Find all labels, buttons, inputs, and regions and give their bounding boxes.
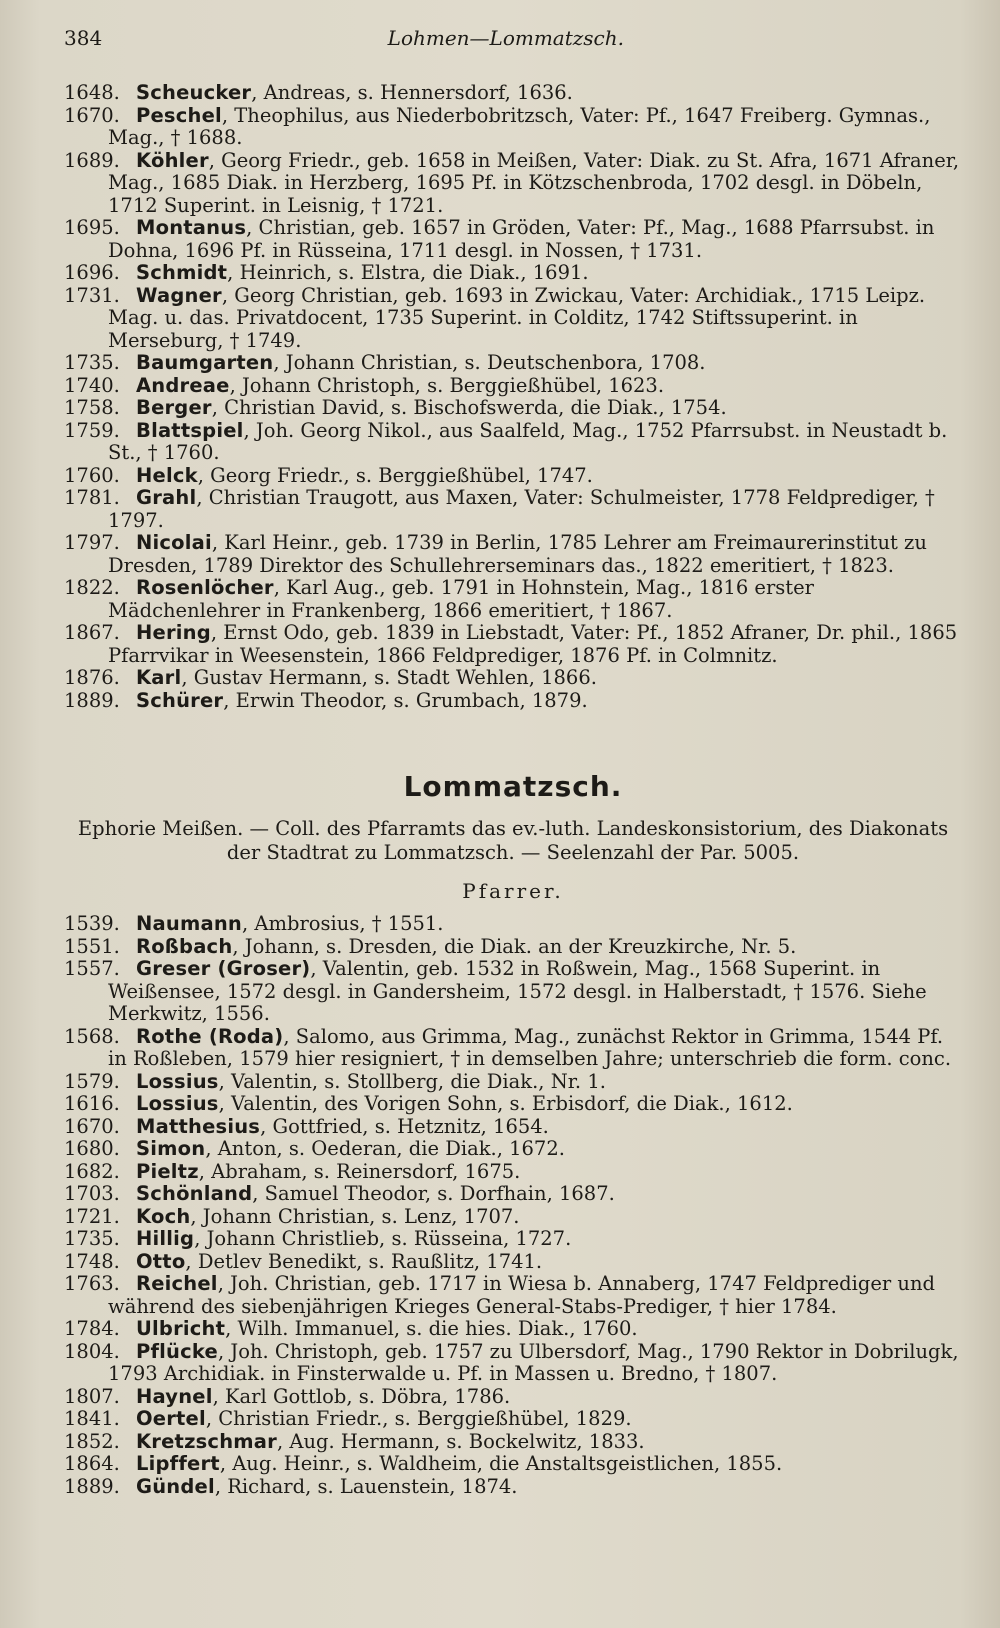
entry [64, 487, 962, 532]
entry-year: 1680. [64, 1137, 120, 1160]
entry [64, 913, 962, 936]
entry-details: , Joh. Georg Nikol., aus Saalfeld, Mag., 1752 Pfarrsubst. in Neustadt b. St., † 1760. [108, 418, 948, 464]
entry-name: Nicolai [136, 531, 212, 554]
entry-year: 1758. [64, 396, 120, 419]
entry-name: Karl [136, 666, 182, 689]
entry-details: , Georg Christian, geb. 1693 in Zwickau, Vater: Archidiak., 1715 Leipz. Mag. u. das. Privatdocent, 1735 Superint. in Colditz, 1742 Stiftssuperint. in Merseburg, † 1749. [108, 283, 926, 352]
entry-details: , Theophilus, aus Niederbobritzsch, Vater: Pf., 1647 Freiberg. Gymnas., Mag., † 1688. [108, 103, 931, 149]
entry-name: Schürer [136, 688, 224, 712]
entry [64, 936, 962, 959]
entry-name: Rosenlöcher [136, 576, 274, 599]
entry-name: Otto [136, 1249, 186, 1273]
entry [64, 375, 962, 398]
entry-name: Schönland [136, 1182, 253, 1205]
entry-name: Andreae [136, 373, 230, 397]
entry-year: 1557. [64, 957, 120, 980]
entry-year: 1735. [64, 351, 120, 374]
entry-details: , Christian David, s. Bischofswerda, die Diak., 1754. [211, 396, 727, 419]
entry-year: 1670. [64, 103, 120, 127]
entry-name: Wagner [136, 283, 222, 307]
entry-name: Hering [136, 621, 211, 644]
entry-year: 1852. [64, 1429, 120, 1453]
section-intro-line2: der Stadtrat zu Lommatzsch. — Seelenzahl der Par. 5005. [226, 841, 800, 864]
entry-year: 1760. [64, 463, 120, 487]
entry-details: , Heinrich, s. Elstra, die Diak., 1691. [227, 261, 589, 284]
entry-details: , Valentin, s. Stollberg, die Diak., Nr. 1. [218, 1069, 606, 1093]
entry-year: 1703. [64, 1182, 120, 1205]
entries-bottom-list [64, 913, 962, 1498]
entry-year: 1731. [64, 283, 120, 307]
entry-year: 1616. [64, 1092, 120, 1115]
entry-year: 1763. [64, 1272, 120, 1295]
section-intro-line1: Ephorie Meißen. — Coll. des Pfarramts das ev.-luth. Landeskonsistorium, des Diakonats [77, 817, 949, 840]
entry-name: Matthesius [136, 1114, 261, 1138]
entry [64, 1206, 962, 1229]
entry-year: 1876. [64, 666, 120, 689]
entry [64, 397, 962, 420]
entry [64, 352, 962, 375]
entry-year: 1568. [64, 1024, 120, 1048]
page-number: 384 [64, 26, 103, 50]
entry-year: 1889. [64, 688, 120, 712]
entry-name: Schmidt [136, 261, 228, 284]
entry-name: Greser (Groser) [136, 957, 311, 980]
entry-year: 1539. [64, 912, 120, 935]
entry [64, 532, 962, 577]
entry-name: Köhler [136, 148, 209, 172]
entry [64, 105, 962, 150]
entry-details: , Aug. Heinr., s. Waldheim, die Anstaltsgeistlichen, 1855. [219, 1452, 783, 1475]
entry-details: , Karl Gottlob, s. Döbra, 1786. [212, 1384, 511, 1408]
entry-year: 1740. [64, 373, 120, 397]
entry [64, 577, 962, 622]
entry [64, 1408, 962, 1431]
entry-details: , Christian Traugott, aus Maxen, Vater: Schulmeister, 1778 Feldprediger, † 1797. [108, 486, 935, 532]
entry-details: , Richard, s. Lauenstein, 1874. [214, 1474, 518, 1498]
entry-name: Simon [136, 1137, 206, 1160]
entry-year: 1695. [64, 216, 120, 239]
entry [64, 262, 962, 285]
entry [64, 667, 962, 690]
running-title: Lohmen—Lommatzsch. [387, 26, 624, 50]
entry [64, 82, 962, 105]
section-subheading: Pfarrer. [462, 879, 564, 903]
entry-details: , Valentin, geb. 1532 in Roßwein, Mag., 1568 Superint. in Weißensee, 1572 desgl. in Gandersheim, 1572 desgl. in Halberstadt, † 1576. Siehe Merkwitz, 1556. [108, 957, 927, 1025]
entry-year: 1864. [64, 1452, 120, 1475]
entry [64, 1138, 962, 1161]
entry-details: , Johann Christlieb, s. Rüsseina, 1727. [194, 1227, 572, 1250]
entry-name: Kretzschmar [136, 1429, 277, 1453]
entry-name: Blattspiel [136, 418, 244, 442]
entry-year: 1759. [64, 418, 120, 442]
entry-year: 1689. [64, 148, 120, 172]
entry [64, 1273, 962, 1318]
section-title: Lommatzsch. [403, 770, 623, 803]
entry-name: Grahl [136, 486, 197, 509]
entry-name: Pieltz [136, 1159, 199, 1183]
entry-details: , Johann, s. Dresden, die Diak. an der Kreuzkirche, Nr. 5. [232, 934, 797, 958]
entry-name: Peschel [136, 103, 222, 127]
entry-year: 1748. [64, 1249, 120, 1273]
entry-details: , Andreas, s. Hennersdorf, 1636. [251, 81, 573, 104]
entry-details: , Erwin Theodor, s. Grumbach, 1879. [223, 688, 588, 712]
entry-name: Reichel [136, 1272, 218, 1295]
entry [64, 1183, 962, 1206]
entry-name: Lipffert [136, 1452, 220, 1475]
entry-year: 1579. [64, 1069, 120, 1093]
entry-year: 1804. [64, 1339, 120, 1363]
entry-details: , Johann Christian, s. Lenz, 1707. [190, 1204, 520, 1228]
entry-year: 1807. [64, 1384, 120, 1408]
entry [64, 1431, 962, 1454]
entry-name: Lossius [136, 1069, 219, 1093]
entry [64, 285, 962, 353]
entry-details: , Gottfried, s. Hetznitz, 1654. [260, 1114, 549, 1138]
entry-year: 1551. [64, 934, 120, 958]
entry-details: , Ernst Odo, geb. 1839 in Liebstadt, Vater: Pf., 1852 Afraner, Dr. phil., 1865 Pfarrvikar in Weesenstein, 1866 Feldprediger, 1876 Pf. in Colmnitz. [108, 621, 958, 667]
entry-details: , Abraham, s. Reinersdorf, 1675. [198, 1159, 521, 1183]
entry-details: , Wilh. Immanuel, s. die hies. Diak., 1760. [225, 1317, 638, 1340]
entry [64, 1251, 962, 1274]
entry-name: Montanus [136, 216, 247, 239]
entry-name: Roßbach [136, 934, 233, 958]
entry-year: 1822. [64, 576, 120, 599]
entry [64, 1386, 962, 1409]
entry-name: Helck [136, 463, 198, 487]
entry-details: , Karl Aug., geb. 1791 in Hohnstein, Mag., 1816 erster Mädchenlehrer in Frankenberg, 1866 emeritiert, † 1867. [108, 576, 814, 622]
entry-year: 1867. [64, 621, 120, 644]
entry-details: , Gustav Hermann, s. Stadt Wehlen, 1866. [181, 666, 597, 689]
entry-details: , Joh. Christian, geb. 1717 in Wiesa b. Annaberg, 1747 Feldprediger und während des siebenjährigen Krieges General-Stabs-Prediger, † hier 1784. [108, 1272, 936, 1318]
entry [64, 217, 962, 262]
entry-details: , Anton, s. Oederan, die Diak., 1672. [205, 1137, 565, 1160]
entry-name: Berger [136, 396, 212, 419]
entry-name: Hillig [136, 1227, 195, 1250]
entry [64, 1026, 962, 1071]
entry-details: , Johann Christoph, s. Berggießhübel, 1623. [229, 373, 665, 397]
entry-name: Rothe (Roda) [136, 1024, 284, 1048]
entry-details: , Aug. Hermann, s. Bockelwitz, 1833. [276, 1429, 645, 1453]
entry-details: , Christian, geb. 1657 in Gröden, Vater: Pf., Mag., 1688 Pfarrsubst. in Dohna, 1696 Pf. in Rüsseina, 1711 desgl. in Nossen, † 1731. [108, 216, 935, 262]
entry [64, 690, 962, 713]
entry-details: , Karl Heinr., geb. 1739 in Berlin, 1785 Lehrer am Freimaurerinstitut zu Dresden, 1789 Direktor des Schullehrerseminars das., 1822 emeritiert, † 1823. [108, 531, 927, 577]
entry-year: 1797. [64, 531, 120, 554]
entry-name: Scheucker [136, 81, 252, 104]
entry-name: Oertel [136, 1407, 206, 1430]
entry [64, 1453, 962, 1476]
page-header [64, 26, 624, 50]
entry-details: , Ambrosius, † 1551. [242, 912, 444, 935]
entry-name: Haynel [136, 1384, 213, 1408]
entry [64, 1161, 962, 1184]
entry-name: Koch [136, 1204, 191, 1228]
entries-top-list [64, 82, 962, 712]
entry-details: , Valentin, des Vorigen Sohn, s. Erbisdorf, die Diak., 1612. [218, 1092, 793, 1115]
entry [64, 420, 962, 465]
entry-year: 1735. [64, 1227, 120, 1250]
entry [64, 150, 962, 218]
entry [64, 465, 962, 488]
entry-name: Baumgarten [136, 351, 274, 374]
entry-details: , Salomo, aus Grimma, Mag., zunächst Rektor in Grimma, 1544 Pf. in Roßleben, 1579 hier resigniert, † in demselben Jahre; unterschrieb die form. conc. [108, 1024, 952, 1070]
entry-year: 1781. [64, 486, 120, 509]
entry-details: , Georg Friedr., s. Berggießhübel, 1747. [197, 463, 593, 487]
entry-details: , Samuel Theodor, s. Dorfhain, 1687. [252, 1182, 615, 1205]
entry-details: , Detlev Benedikt, s. Raußlitz, 1741. [185, 1249, 543, 1273]
entry [64, 1228, 962, 1251]
entry-name: Naumann [136, 912, 243, 935]
entry-year: 1841. [64, 1407, 120, 1430]
entry [64, 1116, 962, 1139]
entry-details: , Georg Friedr., geb. 1658 in Meißen, Vater: Diak. zu St. Afra, 1671 Afraner, Mag., 1685 Diak. in Herzberg, 1695 Pf. in Kötzschenbroda, 1702 desgl. in Döbeln, 1712 Superint. in Leisnig, † 1721. [108, 148, 960, 217]
entry [64, 1476, 962, 1499]
entry [64, 1318, 962, 1341]
entry-details: , Christian Friedr., s. Berggießhübel, 1829. [205, 1407, 632, 1430]
entry [64, 1071, 962, 1094]
entry-year: 1670. [64, 1114, 120, 1138]
entry [64, 1093, 962, 1116]
entry-year: 1784. [64, 1317, 120, 1340]
entry-name: Ulbricht [136, 1317, 226, 1340]
entry-year: 1648. [64, 81, 120, 104]
entry-year: 1696. [64, 261, 120, 284]
entry [64, 622, 962, 667]
entry-name: Lossius [136, 1092, 219, 1115]
entry [64, 1341, 962, 1386]
entry-name: Gündel [136, 1474, 215, 1498]
entry [64, 958, 962, 1026]
entry-year: 1682. [64, 1159, 120, 1183]
entry-year: 1721. [64, 1204, 120, 1228]
entry-details: , Joh. Christoph, geb. 1757 zu Ulbersdorf, Mag., 1790 Rektor in Dobrilugk, 1793 Archidiak. in Finsterwalde u. Pf. in Massen u. Bredno, † 1807. [108, 1339, 959, 1385]
entry-details: , Johann Christian, s. Deutschenbora, 1708. [273, 351, 706, 374]
entry-year: 1889. [64, 1474, 120, 1498]
section-intro [64, 817, 962, 865]
entry-name: Pflücke [136, 1339, 218, 1363]
